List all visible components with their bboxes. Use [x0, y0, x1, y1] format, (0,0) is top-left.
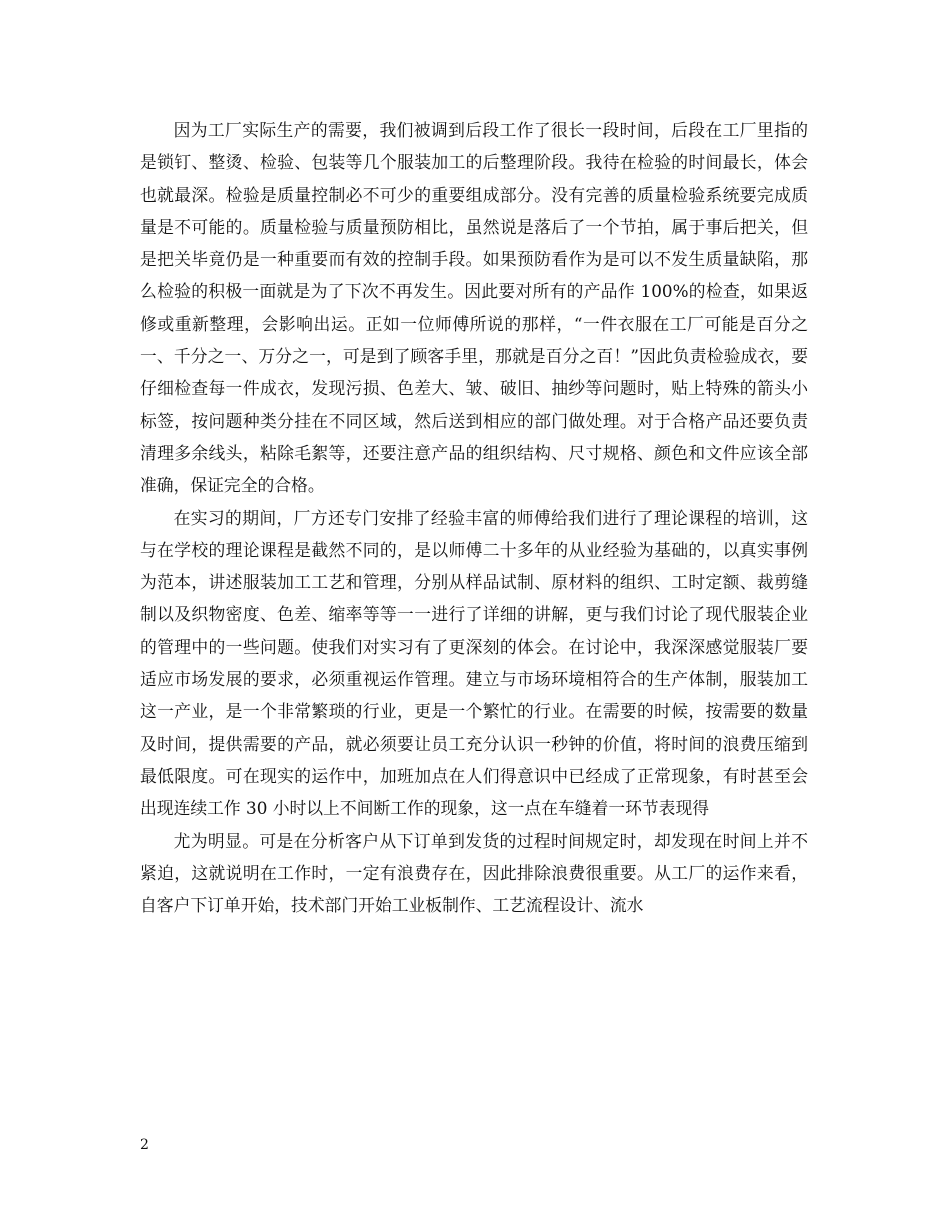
paragraph-training: 在实习的期间，厂方还专门安排了经验丰富的师傅给我们进行了理论课程的培训，这与在学校的理论课程是截然不同的，是以师傅二十多年的从业经验为基础的，以真实事例为范本，讲述服装加工工艺和管理，分别从样品试制、原材料的组织、工时定额、裁剪缝制以及织物密度、色差、缩率等等一一进行了详细的讲解，更与我们讨论了现代服装企业的管理中的一些问题。使我们对实习有了更深刻的体会。在讨论中，我深深感觉服装厂要适应市场发展的要求，必须重视运作管理。建立与市场环境相符合的生产体制，服装加工这一产业，是一个非常繁琐的行业，更是一个繁忙的行业。在需要的时候，按需要的数量及时间，提供需要的产品，就必须要让员工充分认识一秒钟的价值，将时间的浪费压缩到最低限度。可在现实的运作中，加班加点在人们得意识中已经成了正常现象，有时甚至会出现连续工作 30 小时以上不间断工作的现象，这一点在车缝着一环节表现得: [140, 507, 808, 819]
page-number: 2: [140, 1137, 149, 1153]
paragraph-inspection: 因为工厂实际生产的需要，我们被调到后段工作了很长一段时间，后段在工厂里指的是锁钉、整烫、检验、包装等几个服装加工的后整理阶段。我待在检验的时间最长，体会也就最深。检验是质量控制必不可少的重要组成部分。没有完善的质量检验系统要完成质量是不可能的。质量检验与质量预防相比，虽然说是落后了一个节拍，属于事后把关，但是把关毕竟仍是一种重要而有效的控制手段。如果预防看作为是可以不发生质量缺陷，那么检验的积极一面就是为了下次不再发生。因此要对所有的产品作 100%的检查，如果返修或重新整理，会影响出运。正如一位师傅所说的那样，“一件衣服在工厂可能是百分之一、千分之一、万分之一，可是到了顾客手里，那就是百分之百！”因此负责检验成衣，要仔细检查每一件成衣，发现污损、色差大、皱、破旧、抽纱等问题时，贴上特殊的箭头小标签，按问题种类分挂在不同区域，然后送到相应的部门做处理。对于合格产品还要负责清理多余线头，粘除毛絮等，还要注意产品的组织结构、尺寸规格、颜色和文件应该全部准确，保证完全的合格。: [140, 120, 808, 496]
paragraph-waste: 尤为明显。可是在分析客户从下订单到发货的过程时间规定时，却发现在时间上并不紧迫，这就说明在工作时，一定有浪费存在，因此排除浪费很重要。从工厂的运作来看，自客户下订单开始，技术部门开始工业板制作、工艺流程设计、流水: [140, 830, 808, 916]
document-body: [140, 114, 808, 921]
